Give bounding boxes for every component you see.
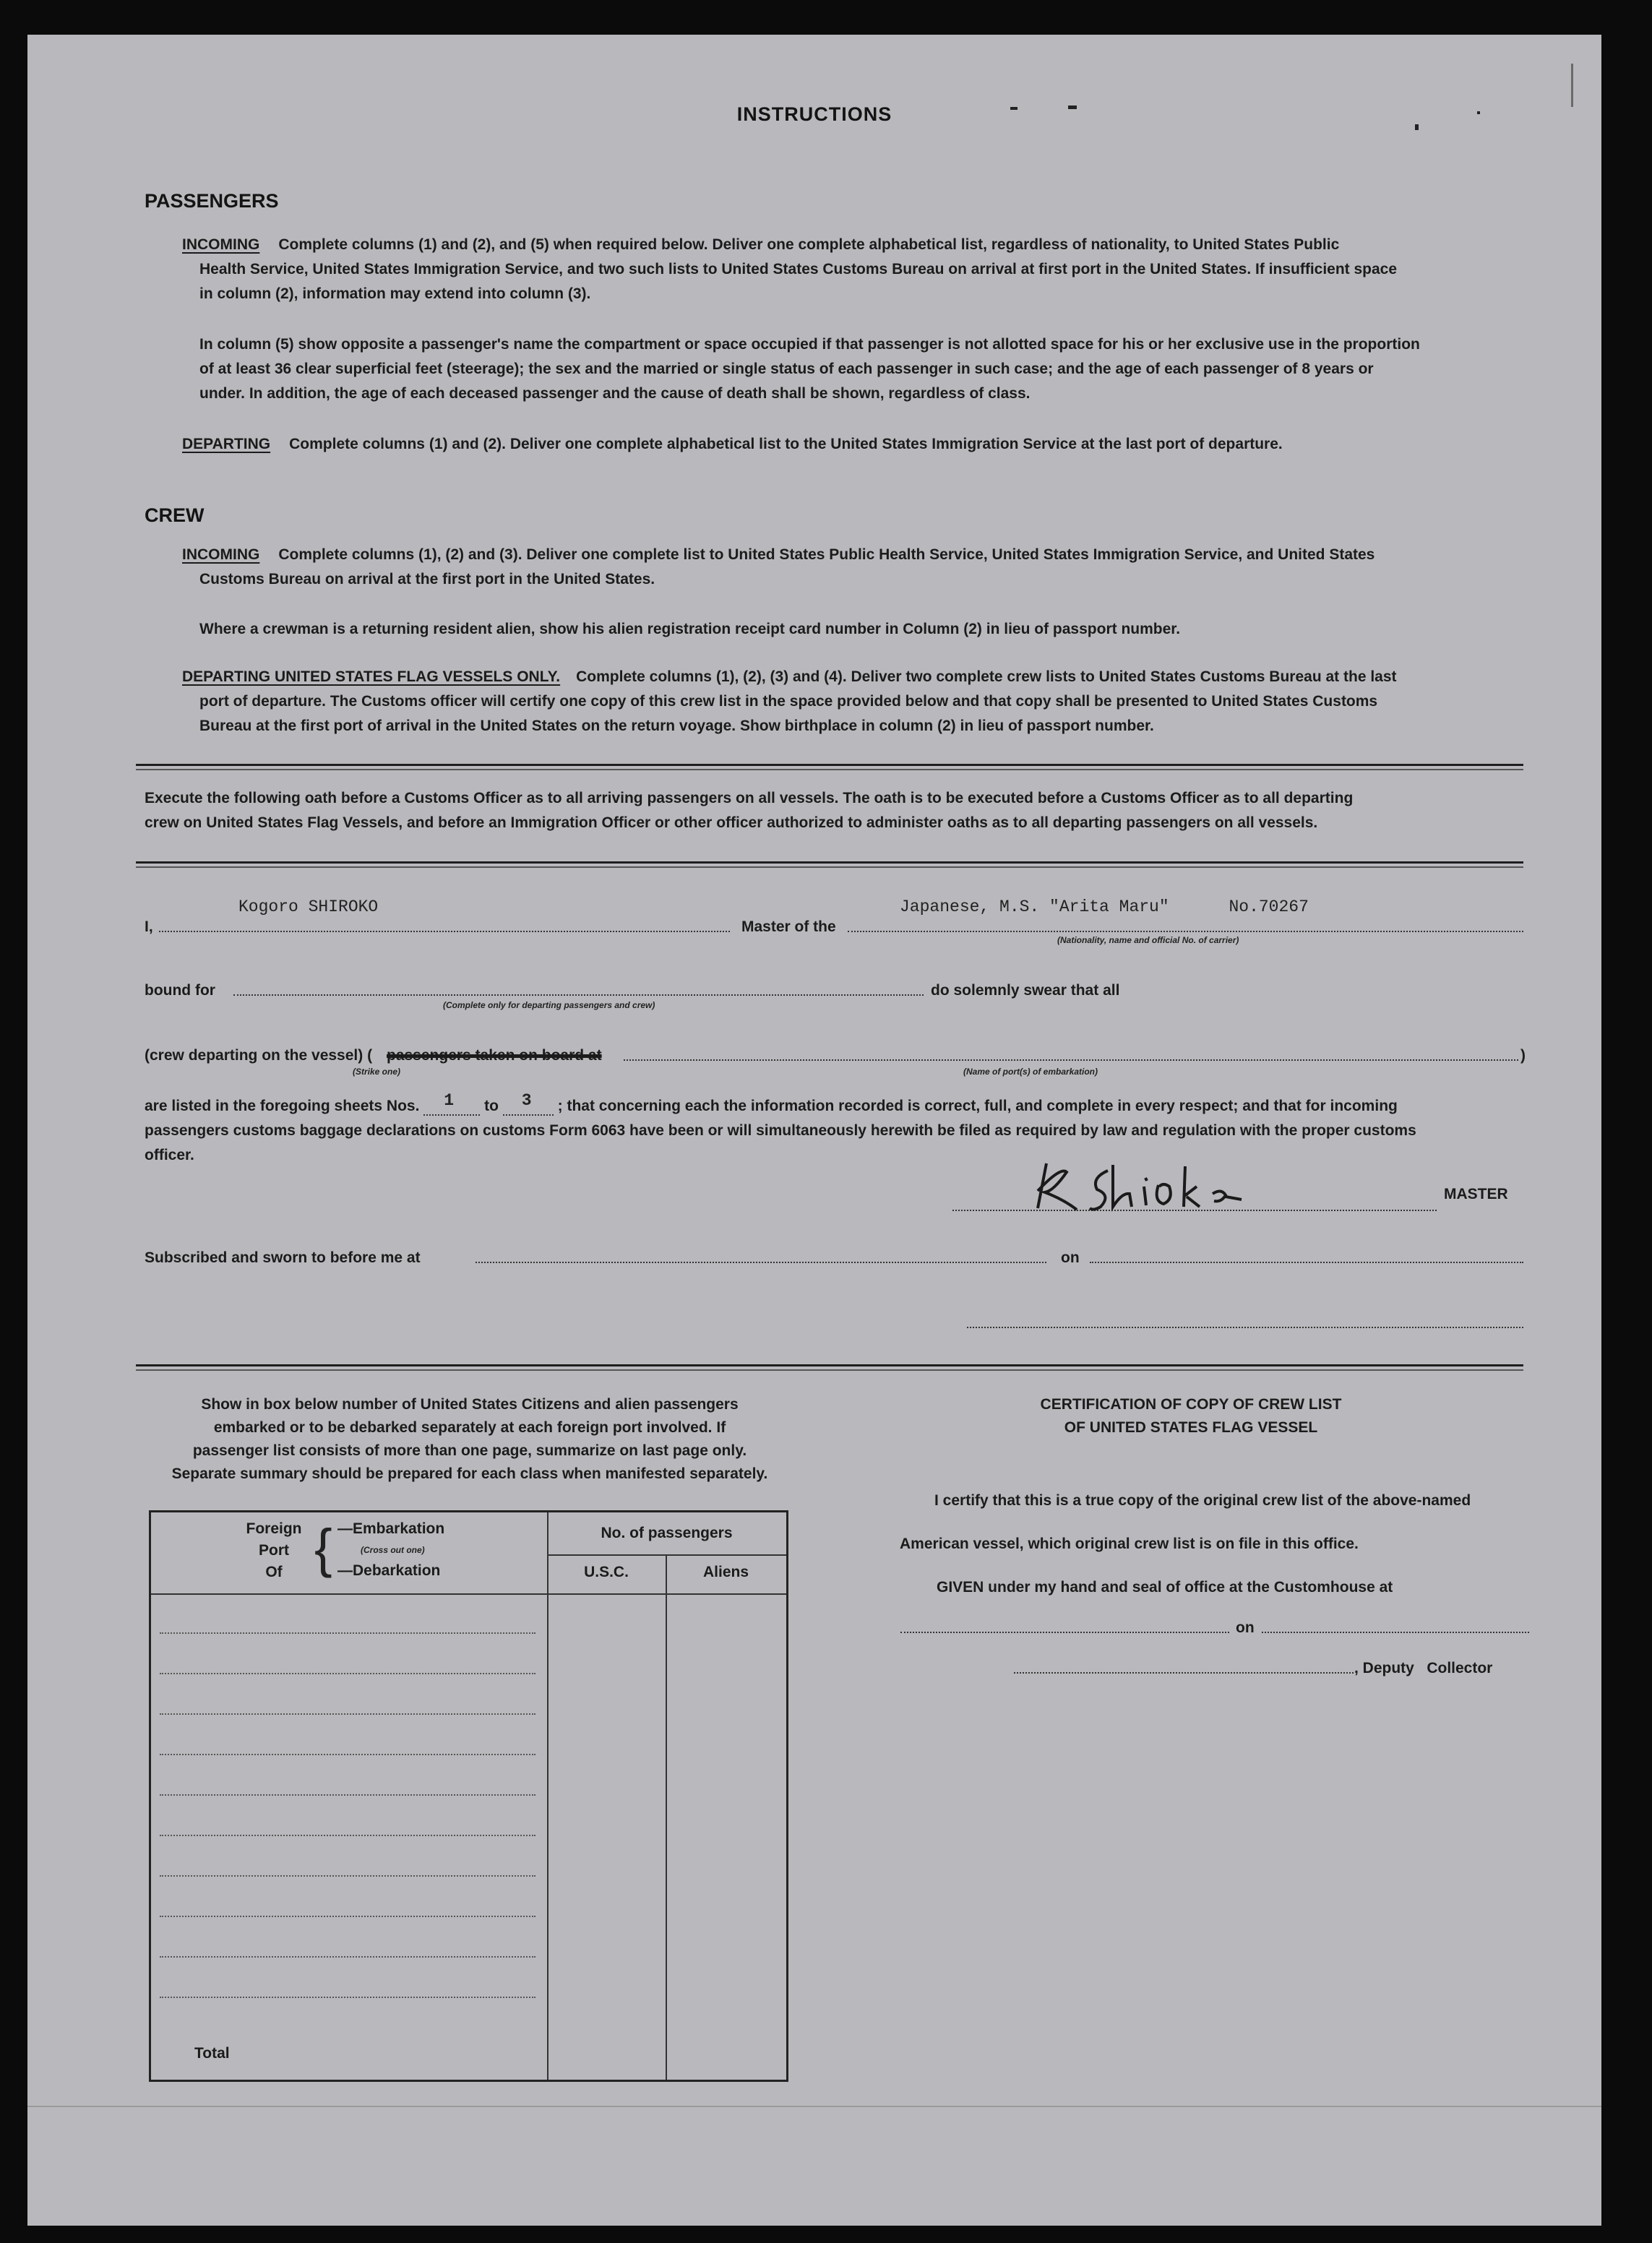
sheet-from-value: 1 (444, 1091, 455, 1111)
certification-title: CERTIFICATION OF COPY OF CREW LIST OF UNITED STATES FLAG VESSEL (1040, 1396, 1342, 1436)
to-label: to (484, 1098, 499, 1114)
certification-line-1: I certify that this is a true copy of the original crew list of the above-named (934, 1492, 1471, 1509)
bound-for-caption: (Complete only for departing passengers and crew) (443, 1000, 655, 1010)
passengers-incoming-line-3: in column (2), information may extend into column (3). (199, 285, 591, 302)
summary-line-2: embarked or to be debarked separately at each foreign port involved. If (213, 1419, 726, 1436)
passengers-incoming-line-2: Health Service, United States Immigration Service, and two such lists to United States Customs Bureau on arrival at first port in the United States. If insufficient space (199, 261, 1398, 277)
strike-caption: (Strike one) (353, 1067, 401, 1077)
master-label: MASTER (1444, 1186, 1508, 1202)
passengers-incoming-label: INCOMING (182, 236, 260, 253)
passengers-departing-line: DEPARTING Complete columns (1) and (2). Deliver one complete alphabetical list to the United States Immigration Service at the last port of departure. (182, 436, 1283, 452)
divider-rule (136, 764, 1523, 766)
crew-incoming-block (182, 543, 1526, 592)
master-of-label: Master of the (741, 918, 836, 935)
oath-intro-block (145, 786, 1532, 835)
crew-departing-line-2: port of departure. The Customs officer will certify one copy of this crew list in the space provided below and that copy shall be presented to United States Customs (199, 693, 1378, 710)
debarkation-option[interactable]: —Debarkation (337, 1562, 441, 1579)
brace-mark: { (314, 1518, 332, 1578)
table-row-line[interactable] (160, 1916, 535, 1917)
scan-speck (1010, 107, 1018, 110)
master-name-value: Kogoro SHIROKO (238, 897, 379, 916)
sworn-date-field[interactable] (1090, 1237, 1523, 1263)
master-name-field[interactable] (159, 897, 730, 932)
sheet-from-field[interactable] (423, 1091, 480, 1116)
column5-line-1: In column (5) show opposite a passenger's name the compartment or space occupied if that passenger is not allotted space for his or her exclusive use in the proportion (199, 336, 1420, 353)
signature-image (1032, 1156, 1270, 1214)
table-row-line[interactable] (160, 1754, 535, 1755)
total-label: Total (194, 2045, 230, 2062)
aliens-header: Aliens (702, 1564, 749, 1580)
table-header-bottom (151, 1593, 786, 1595)
column5-line-3: under. In addition, the age of each deceased passenger and the cause of death shall be shown, regardless of class. (199, 385, 1031, 402)
passengers-departing-label: DEPARTING (182, 436, 271, 452)
crew-departing-option: (crew departing on the vessel) ( (145, 1047, 373, 1064)
deputy-collector-label: , Deputy Collector (1354, 1660, 1493, 1676)
crew-resident-line: Where a crewman is a returning resident alien, show his alien registration receipt card number in Column (2) in lieu of passport number. (199, 621, 1181, 637)
passengers-incoming-line-1: INCOMING Complete columns (1) and (2), and (5) when required below. Deliver one complete alphabetical list, regardless of nationality, to United States Public (182, 236, 1340, 253)
column5-line-2: of at least 36 clear superficial feet (steerage); the sex and the married or single status of each passenger in such case; and the age of each passenger of 8 years or (199, 361, 1374, 377)
ports-caption: (Name of port(s) of embarkation) (963, 1067, 1098, 1077)
listed-block (145, 1091, 1532, 1168)
listed-line-1: are listed in the foregoing sheets Nos. 1 to 3 ; that concerning each the information recorded is correct, full, and complete in every respect; and that for incoming (145, 1094, 1532, 1119)
scan-edge (27, 2106, 1601, 2107)
crew-departing-line-3: Bureau at the first port of arrival in the United States on the return voyage. Show birthplace in column (2) in lieu of passport number. (199, 718, 1154, 734)
table-row-line[interactable] (160, 1835, 535, 1836)
sheet-to-value: 3 (521, 1091, 532, 1111)
page-title: INSTRUCTIONS (736, 103, 892, 125)
table-row-line[interactable] (160, 1632, 535, 1634)
scan-speck (1477, 111, 1480, 114)
table-row-line[interactable] (160, 1794, 535, 1796)
crew-departing-block (182, 665, 1526, 739)
crew-heading: CREW (145, 504, 205, 526)
embarkation-ports-field[interactable] (624, 1035, 1518, 1061)
vessel-caption: (Nationality, name and official No. of carrier) (1057, 935, 1239, 945)
passengers-incoming-block (182, 233, 1526, 306)
cross-out-caption: (Cross out one) (361, 1545, 425, 1555)
sworn-on-label: on (1061, 1249, 1080, 1266)
scan-speck (1068, 106, 1077, 109)
swear-label: do solemnly swear that all (931, 982, 1120, 999)
bound-for-field[interactable] (233, 970, 924, 996)
oath-intro-line-2: crew on United States Flag Vessels, and before an Immigration Officer or other officer authorized to administer oaths as to all departing passengers on all vessels. (145, 814, 1318, 831)
passenger-summary-table (149, 1510, 788, 2082)
embarkation-option[interactable]: —Embarkation (337, 1520, 445, 1537)
close-paren: ) (1520, 1047, 1526, 1064)
certification-line-3: GIVEN under my hand and seal of office at the Customhouse at (937, 1579, 1393, 1596)
table-column-divider (666, 1554, 667, 2080)
crew-incoming-label: INCOMING (182, 546, 260, 563)
crew-departing-label: DEPARTING UNITED STATES FLAG VESSELS ONLY. (182, 668, 561, 685)
passengers-column5-block (199, 332, 1529, 406)
table-row-line[interactable] (160, 1673, 535, 1674)
scan-speck (1571, 64, 1573, 107)
vessel-field[interactable] (848, 897, 1523, 932)
subscribed-label: Subscribed and sworn to before me at (145, 1249, 421, 1266)
table-row-line[interactable] (160, 1997, 535, 1998)
sworn-place-field[interactable] (476, 1237, 1046, 1263)
oath-i-label: I, (145, 918, 153, 935)
table-column-divider (547, 1512, 548, 2080)
deputy-collector-signature-field[interactable] (1014, 1650, 1354, 1674)
crew-incoming-line-2: Customs Bureau on arrival at the first port in the United States. (199, 571, 655, 587)
divider-rule (136, 861, 1523, 864)
summary-line-3: passenger list consists of more than one page, summarize on last page only. (192, 1442, 747, 1459)
bound-for-label: bound for (145, 982, 215, 999)
listed-line-3: officer. (145, 1147, 194, 1163)
oath-intro-line-1: Execute the following oath before a Customs Officer as to all arriving passengers on all vessels. The oath is to be executed before a Customs Officer as to all departing (145, 790, 1354, 806)
certification-on-label: on (1236, 1619, 1255, 1636)
vessel-value: Japanese, M.S. "Arita Maru" No.70267 (900, 897, 1309, 916)
passengers-heading: PASSENGERS (145, 190, 279, 212)
crew-departing-line-1: DEPARTING UNITED STATES FLAG VESSELS ONLY. Complete columns (1), (2), (3) and (4). Deliver two complete crew lists to United States Customs Bureau at the last (182, 668, 1397, 685)
summary-text-block (145, 1393, 795, 1486)
passengers-strike-option: passengers taken on board at (387, 1047, 602, 1064)
summary-line-1: Show in box below number of United States Citizens and alien passengers (201, 1396, 739, 1413)
foreign-port-of-header: Foreign Port Of (246, 1520, 302, 1580)
table-row-line[interactable] (160, 1713, 535, 1715)
table-header-divider (547, 1554, 786, 1556)
no-passengers-header: No. of passengers (601, 1525, 733, 1541)
summary-line-4: Separate summary should be prepared for each class when manifested separately. (171, 1465, 768, 1482)
divider-rule (136, 769, 1523, 770)
document-page (27, 35, 1601, 2226)
customhouse-field[interactable] (900, 1610, 1229, 1633)
usc-header: U.S.C. (584, 1564, 629, 1580)
sheet-to-field[interactable] (503, 1091, 554, 1116)
table-row-line[interactable] (160, 1956, 535, 1958)
certification-date-field[interactable] (1262, 1610, 1529, 1633)
table-row-line[interactable] (160, 1875, 535, 1877)
officer-signature-field[interactable] (967, 1302, 1523, 1328)
crew-incoming-line-1: INCOMING Complete columns (1), (2) and (3). Deliver one complete list to United States Public Health Service, United States Immigration Service, and United States (182, 546, 1375, 563)
divider-rule (136, 1369, 1523, 1371)
scan-speck (1415, 124, 1419, 130)
certification-line-2: American vessel, which original crew list is on file in this office. (900, 1536, 1359, 1552)
divider-rule (136, 866, 1523, 868)
divider-rule (136, 1364, 1523, 1366)
master-signature-field[interactable] (952, 1181, 1437, 1211)
listed-line-2: passengers customs baggage declarations on customs Form 6063 have been or will simultaneously herewith be filed as required by law and regulation with the proper customs (145, 1122, 1416, 1139)
